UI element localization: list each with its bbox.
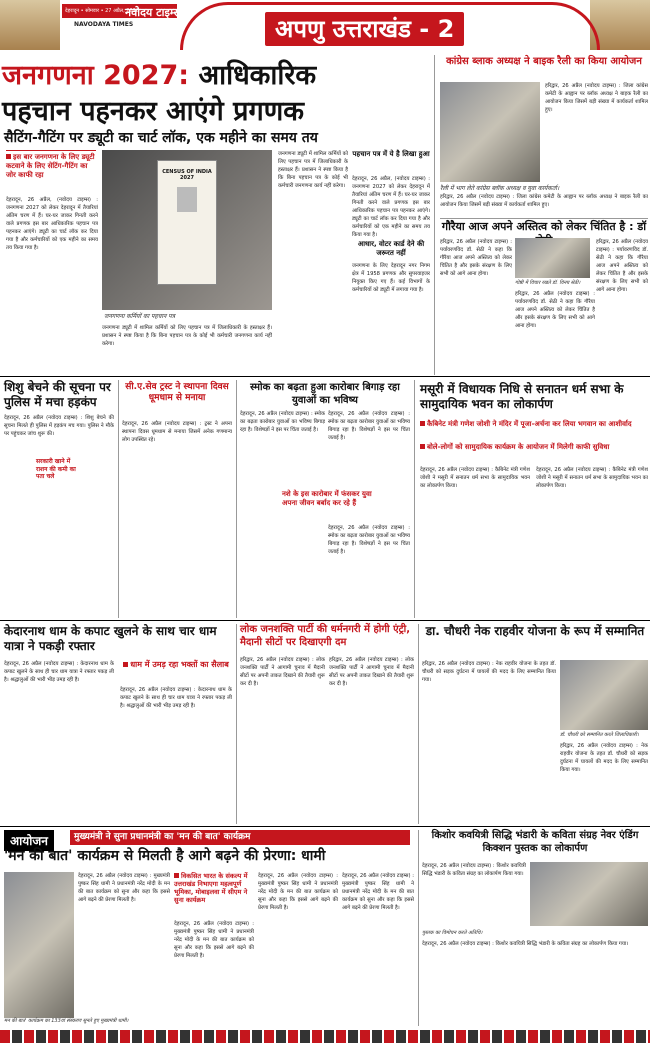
divider [236,624,237,824]
lead-headline-part1: जनगणना 2027: [2,60,190,91]
lead-body-col1: देहरादून, 26 अप्रैल, (नवोदय टाइम्स) : जनगणना 2027 को लेकर देहरादून में तैयारियां अंतिम चरण में हैं। घर-घर जाकर गिनती करने वाले प्रगणक इस बार आधिकारिक पहचान पत्र पहनकर आएंगे। ड्यूटी का चार्ट लॉक कर दिया गया है और कर्मचारियों को एक महीने का समय तय किया गया है। [6,197,98,251]
trust-headline: सी.ए.सेव ट्रस्ट ने स्थापना दिवस धूमधाम से मनाया [125,382,229,404]
smoke-box: नशे के इस कारोबार में फंसकर युवा अपना जीवन बर्बाद कर रहे हैं [280,488,375,510]
trust-body: देहरादून, 26 अप्रैल (नवोदय टाइम्स) : ट्रस्ट ने अपना स्थापना दिवस धूमधाम से मनाया जिसमें अनेक गणमान्य लोग उपस्थित रहे। [122,421,232,443]
divider [434,55,435,375]
lead-photo-caption: जनगणना कर्मियों का पहचान पत्र [104,313,175,320]
right-top-body: हरिद्वार, 26 अप्रैल (नवोदय टाइम्स) : जिला कांग्रेस कमेटी के आह्वान पर ब्लॉक अध्यक्ष ने बाइक रैली का आयोजन किया जिसमें बड़ी संख्या में कार्यकर्ता शामिल हुए। [545,83,648,113]
kedarnath-headline: केदारनाथ धाम के कपाट खुलने के साथ चार धाम यात्रा ने पकड़ी रफ्तार [4,624,217,653]
right-top-body-2: हरिद्वार, 26 अप्रैल (नवोदय टाइम्स) : जिला कांग्रेस कमेटी के आह्वान पर ब्लॉक अध्यक्ष ने बाइक रैली का आयोजन किया जिसमें बड़ी संख्या में कार्यकर्ता शामिल हुए। [440,194,648,208]
mussoorie-headline: मसूरी में विधायक निधि से सनातन धर्म सभा के सामुदायिक भवन का लोकार्पण [420,382,624,411]
masthead [0,0,650,52]
id-photo [177,187,197,212]
lead-headline-line2: पहचान पहनकर आएंगे प्रगणक [2,96,304,127]
divider [414,380,415,618]
chaudhary-photo [560,660,648,730]
kedarnath-body: देहरादून, 26 अप्रैल (नवोदय टाइम्स) : केदारनाथ धाम के कपाट खुलने के साथ ही चार धाम यात्रा ने रफ्तार पकड़ ली है। श्रद्धालुओं की भारी भीड़ उमड़ रही है। [4,661,114,683]
event-tag: आयोजन [4,830,54,851]
divider [236,380,237,618]
chaudhary-body-2: हरिद्वार, 26 अप्रैल (नवोदय टाइम्स) : नेक राहवीर योजना के तहत डॉ. चौधरी को सड़क दुर्घटना में घायलों की मदद के लिए सम्मानित किया गया। [560,743,648,773]
ljp-body: हरिद्वार, 26 अप्रैल (नवोदय टाइम्स) : लोक जनशक्ति पार्टी ने आगामी चुनाव में मैदानी सीटों पर अपनी ताकत दिखाने की तैयारी शुरू कर दी है। [240,657,325,687]
kedarnath-body-2: देहरादून, 26 अप्रैल (नवोदय टाइम्स) : केदारनाथ धाम के कपाट खुलने के साथ ही चार धाम यात्रा ने रफ्तार पकड़ ली है। श्रद्धालुओं की भारी भीड़ उमड़ रही है। [120,687,232,709]
masthead-logo: नवोदय टाइम्स [125,6,181,19]
date-line: देहरादून • सोमवार • 27 अप्रैल, 2026 [62,4,177,18]
seminar-photo [515,238,590,278]
divider [418,830,419,1026]
book-launch-photo [530,862,648,926]
shishu-box: सरकारी खाने में राशन की कमी का पता चले [36,458,78,481]
section-title: अपणु उत्तराखंड - 2 [265,12,464,46]
divider [0,376,650,377]
bullet-icon [420,444,425,449]
book-launch-headline: किशोर कवयित्री सिद्धि भंडारी के कविता संग्रह नेवर एंडिंग किक्शन पुस्तक का लोकार्पण [431,830,639,854]
rally-photo [440,82,540,182]
lead-box-title3: आधार, वोटर कार्ड देने की जरूरत नहीं [357,240,425,257]
right-top-headline: कांग्रेस ब्लाक अध्यक्ष ने बाइक रैली का किया आयोजन [446,56,642,67]
footer-strip [0,1030,650,1043]
lead-headline-part2: आधिकारिक [189,60,317,91]
smoke-headline: स्मोक का बढ़ता हुआ कारोबार बिगाड़ रहा युवाओं का भविष्य [250,382,400,406]
divider [440,218,648,219]
shishu-body: देहरादून, 26 अप्रैल (नवोदय टाइम्स) : शिशु बेचने की सूचना मिलते ही पुलिस में हड़कंप मच गया। पुलिस ने मौके पर पहुंचकर जांच शुरू की। [4,415,114,437]
bullet-icon [123,662,128,667]
chaudhary-headline: डा. चौधरी नेक राहवीर योजना के रूप में सम्मानित [425,624,645,638]
kedarnath-box: धाम में उमड़ रहा भक्तों का सैलाब [120,660,232,670]
rally-caption: रैली में भाग लेते कांग्रेस ब्लॉक अध्यक्ष व युवा कार्यकर्ता। [440,185,560,192]
book-launch-body: देहरादून, 26 अप्रैल (नवोदय टाइम्स) : किशोर कवयित्री सिद्धि भंडारी के कविता संग्रह का लोकार्पण किया गया। [422,863,526,877]
temple-photo-left [0,0,60,50]
lead-subhead: सैटिंग-गैटिंग पर ड्यूटी का चार्ट लॉक, एक महीने का समय तय [4,130,318,146]
cm-caption: मन की बात' कार्यक्रम का 133वां संस्करण सुनते हुए मुख्यमंत्री धामी। [4,1018,254,1024]
divider [6,150,96,151]
mann-ki-baat-headline: 'मन की बात' कार्यक्रम से मिलती है आगे बढ़ने की प्रेरणा: धामी [4,848,326,864]
lead-pull-points: इस बार जनगणना के लिए ड्यूटी कटवाने के लिए सेटिंग-गैटिंग का जोर काफी रहा [6,153,95,179]
bullet-icon [420,421,425,426]
bullet-icon [6,154,11,159]
lead-photo [102,150,272,310]
mussoorie-body: देहरादून, 26 अप्रैल (नवोदय टाइम्स) : कैबिनेट मंत्री गणेश जोशी ने मसूरी में सनातन धर्म सभा के सामुदायिक भवन का लोकार्पण किया। [420,467,530,489]
mann-ki-baat-kicker: मुख्यमंत्री ने सुना प्रधानमंत्री का 'मन की बात' कार्यक्रम [70,830,410,845]
chaudhary-body: हरिद्वार, 26 अप्रैल (नवोदय टाइम्स) : नेक राहवीर योजना के तहत डॉ. चौधरी को सड़क दुर्घटना में घायलों की मदद के लिए सम्मानित किया गया। [422,661,556,683]
mann-ki-baat-body: देहरादून, 26 अप्रैल (नवोदय टाइम्स) : मुख्यमंत्री पुष्कर सिंह धामी ने प्रधानमंत्री नरेंद्र मोदी के मन की बात कार्यक्रम को सुना और कहा कि इससे आगे बढ़ने की प्रेरणा मिलती है। [78,873,170,903]
divider [0,826,650,827]
lead-body-col2: जनगणना ड्यूटी में शामिल कर्मियों को लिए पहचान पत्र में जिलाधिकारी के हस्ताक्षर हैं। प्रशासन ने स्पष्ट किया है कि बिना पहचान पत्र के कोई भी कर्मचारी जनगणना कार्य नहीं करेगा। [102,325,272,347]
book-launch-body-2: देहरादून, 26 अप्रैल (नवोदय टाइम्स) : किशोर कवयित्री सिद्धि भंडारी के कविता संग्रह का लोकार्पण किया गया। [422,941,629,947]
mann-ki-baat-body-2: देहरादून, 26 अप्रैल (नवोदय टाइम्स) : मुख्यमंत्री पुष्कर सिंह धामी ने प्रधानमंत्री नरेंद्र मोदी के मन की बात कार्यक्रम को सुना और कहा कि इससे आगे बढ़ने की प्रेरणा मिलती है। [174,921,254,959]
bullet-icon [174,873,179,878]
smoke-body-2: देहरादून, 26 अप्रैल (नवोदय टाइम्स) : स्मोक का बढ़ता कारोबार युवाओं का भविष्य बिगाड़ रहा है। विशेषज्ञों ने इस पर चिंता जताई है। [328,411,410,441]
ljp-headline: लोक जनशक्ति पार्टी की धर्मनगरी में होगी एंट्री, मैदानी सीटों पर दिखाएगी दम [240,624,411,648]
publication-name: NAVODAYA TIMES [74,21,134,28]
gauraiya-body-2: हरिद्वार, 26 अप्रैल (नवोदय टाइम्स) : पर्यावरणविद डॉ. सेठी ने कहा कि गौरैया आज अपने अस्तित्व को लेकर चिंतित है और इसके संरक्षण के लिए सभी को आगे आना होगा। [515,291,595,329]
lead-box-title: पहचान पत्र में ये है लिखा हुआ [352,150,430,158]
mann-ki-baat-box: विकसित भारत के संकल्प में उत्तराखंड निभाएगा महत्वपूर्ण भूमिका, मोबाइलवा में सीएम ने सुना कार्यक्रम [174,872,248,905]
lead-body-col5: जनगणना के लिए देहरादून नगर निगम क्षेत्र में 1958 प्रगणक और सुपरवाइजर नियुक्त किए गए हैं। कई विभागों के कर्मचारियों को ड्यूटी में लगाया गया है। [352,263,430,293]
divider [118,380,119,618]
mussoorie-bullet1: कैबिनेट मंत्री गणेश जोशी ने मंदिर में पूजा-अर्चना कर लिया भगवान का आशीर्वाद [420,420,648,429]
lead-body-col4: देहरादून, 26 अप्रैल, (नवोदय टाइम्स) : जनगणना 2027 को लेकर देहरादून में तैयारियां अंतिम चरण में हैं। घर-घर जाकर गिनती करने वाले प्रगणक इस बार आधिकारिक पहचान पत्र पहनकर आएंगे। ड्यूटी का चार्ट लॉक कर दिया गया है और कर्मचारियों को एक महीने का समय तय किया गया है। [352,176,430,238]
divider [418,624,419,824]
mussoorie-body-2: देहरादून, 26 अप्रैल (नवोदय टाइम्स) : कैबिनेट मंत्री गणेश जोशी ने मसूरी में सनातन धर्म सभा के सामुदायिक भवन का लोकार्पण किया। [536,467,648,489]
chaudhary-caption: डॉ. चौधरी को सम्मानित करते जिलाधिकारी। [560,732,639,738]
smoke-body: देहरादून, 26 अप्रैल (नवोदय टाइम्स) : स्मोक का बढ़ता कारोबार युवाओं का भविष्य बिगाड़ रहा है। विशेषज्ञों ने इस पर चिंता जताई है। [240,411,325,433]
id-card [157,160,217,285]
book-launch-caption: पुस्तक का विमोचन करते अतिथि। [422,930,483,936]
mann-ki-baat-body-4: देहरादून, 26 अप्रैल (नवोदय टाइम्स) : मुख्यमंत्री पुष्कर सिंह धामी ने प्रधानमंत्री नरेंद्र मोदी के मन की बात कार्यक्रम को सुना और कहा कि इससे आगे बढ़ने की प्रेरणा मिलती है। [342,873,414,911]
shishu-headline: शिशु बेचने की सूचना पर पुलिस में मचा हड़कंप [4,380,111,409]
gauraiya-body-3: हरिद्वार, 26 अप्रैल (नवोदय टाइम्स) : पर्यावरणविद डॉ. सेठी ने कहा कि गौरैया आज अपने अस्तित्व को लेकर चिंतित है और इसके संरक्षण के लिए सभी को आगे आना होगा। [596,239,648,293]
lead-headline [2,58,434,130]
gauraiya-headline: गौरैया आज अपने अस्तित्व को लेकर चिंतित है : डॉ [441,220,647,233]
divider [0,620,650,621]
id-card-title: CENSUS OF INDIA 2027 [162,169,212,181]
mussoorie-bullet2: बोले-लोगों को सामुदायिक कार्यक्रम के आयोजन में मिलेगी काफी सुविधा [420,443,648,452]
gauraiya-body: हरिद्वार, 26 अप्रैल (नवोदय टाइम्स) : पर्यावरणविद डॉ. सेठी ने कहा कि गौरैया आज अपने अस्तित्व को लेकर चिंतित है और इसके संरक्षण के लिए सभी को आगे आना होगा। [440,239,512,277]
cm-photo [4,872,74,1022]
lead-body-col3: जनगणना ड्यूटी में शामिल कर्मियों को लिए पहचान पत्र में जिलाधिकारी के हस्ताक्षर हैं। प्रशासन ने स्पष्ट किया है कि बिना पहचान पत्र के कोई भी कर्मचारी जनगणना कार्य नहीं करेगा। [278,151,348,189]
mann-ki-baat-body-3: देहरादून, 26 अप्रैल (नवोदय टाइम्स) : मुख्यमंत्री पुष्कर सिंह धामी ने प्रधानमंत्री नरेंद्र मोदी के मन की बात कार्यक्रम को सुना और कहा कि इससे आगे बढ़ने की प्रेरणा मिलती है। [258,873,338,911]
smoke-body-3: देहरादून, 26 अप्रैल (नवोदय टाइम्स) : स्मोक का बढ़ता कारोबार युवाओं का भविष्य बिगाड़ रहा है। विशेषज्ञों ने इस पर चिंता जताई है। [328,525,410,555]
seminar-caption: गोष्ठी में विचार रखते डॉ. विनय सेठी। [515,280,581,286]
ljp-body-2: हरिद्वार, 26 अप्रैल (नवोदय टाइम्स) : लोक जनशक्ति पार्टी ने आगामी चुनाव में मैदानी सीटों पर अपनी ताकत दिखाने की तैयारी शुरू कर दी है। [329,657,414,687]
